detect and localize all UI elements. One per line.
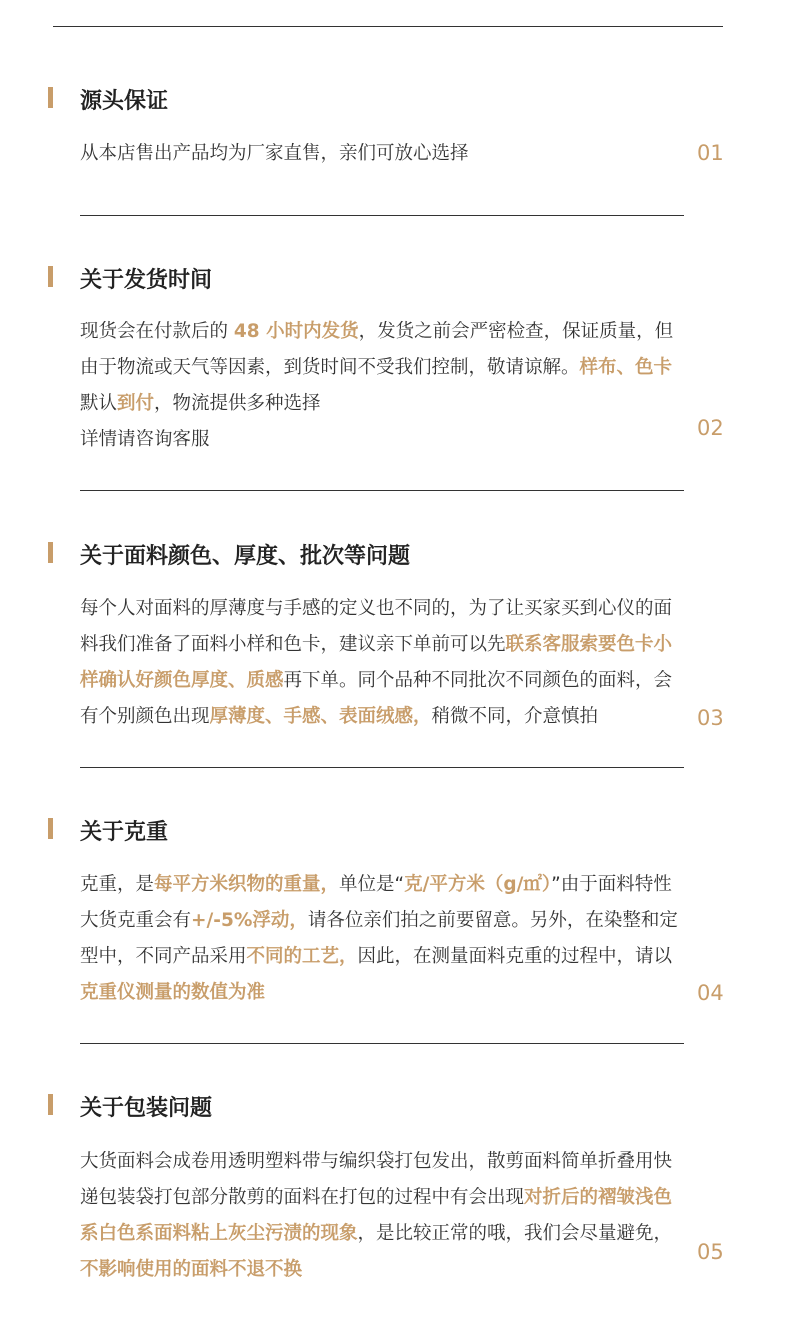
highlight-text: 不影响使用的面料不退不换 [80, 1259, 303, 1280]
paragraph [80, 591, 690, 735]
section-marker-bar [48, 1094, 53, 1115]
section-divider [80, 490, 684, 491]
paragraph [80, 1144, 690, 1288]
section-body [80, 136, 690, 172]
paragraph [80, 136, 690, 172]
section-marker-bar [48, 818, 53, 839]
body-text: 再下单。同个品种不同批次不同颜色的面料，会有个别颜色出现 [80, 670, 673, 727]
section-body [80, 591, 690, 735]
highlight-text: 48 小时内发货 [233, 321, 359, 342]
section-marker-bar [48, 87, 53, 108]
body-text: 每个人对面料的厚薄度与手感的定义也不同的，为了让买家买到心仪的面料我们准备了面料小样和色卡，建议亲下单前可以先 [80, 598, 673, 655]
body-text: 请各位亲们拍之前要留意。另外，在染整和定型中，不同产品采用 [80, 910, 678, 967]
section-divider [80, 1043, 684, 1044]
section-number: 05 [697, 1240, 724, 1264]
section-divider [80, 215, 684, 216]
paragraph [80, 867, 690, 1011]
section-body [80, 1144, 690, 1288]
highlight-text: 联系客服索要色卡小样确认好颜色厚度、质感 [80, 634, 673, 691]
highlight-text: 厚薄度、手感、表面绒感， [209, 706, 432, 727]
highlight-text: 不同的工艺， [246, 946, 358, 967]
section-number: 02 [697, 416, 724, 440]
section-title: 关于面料颜色、厚度、批次等问题 [80, 544, 411, 569]
section-title: 关于发货时间 [80, 268, 213, 293]
section-marker-bar [48, 266, 53, 287]
highlight-text: 每平方米织物的重量， [154, 874, 340, 895]
section-number: 04 [697, 981, 724, 1005]
section-marker-bar [48, 542, 53, 563]
body-text: 稍微不同，介意慎拍 [431, 706, 599, 727]
section-title: 关于包装问题 [80, 1096, 213, 1121]
body-text: 克重，是 [80, 874, 155, 895]
body-text: 现货会在付款后的 [80, 321, 234, 342]
paragraph [80, 422, 690, 458]
body-text: 单位是“ [339, 874, 405, 895]
highlight-text: 到付 [117, 393, 155, 414]
section-number: 01 [697, 141, 724, 165]
body-text: 详情请咨询客服 [80, 429, 210, 450]
highlight-text: 克重仪测量的数值为准 [80, 982, 266, 1003]
top-divider [53, 26, 723, 27]
highlight-text: 样布、色卡 [579, 357, 673, 378]
section-body [80, 314, 690, 458]
highlight-text: 克/平方米（g/㎡） [404, 874, 552, 895]
paragraph [80, 314, 690, 422]
section-divider [80, 767, 684, 768]
section-title: 源头保证 [80, 89, 169, 114]
body-text: 大货面料会成卷用透明塑料带与编织袋打包发出，散剪面料简单折叠用快递包装袋打包部分散剪的面料在打包的过程中有会出现 [80, 1151, 673, 1208]
highlight-text: 对折后的褶皱浅色系白色系面料粘上灰尘污渍的现象 [80, 1187, 673, 1244]
body-text: ，物流提供多种选择 [154, 393, 321, 414]
body-text: 因此，在测量面料克重的过程中，请以 [357, 946, 673, 967]
section-title: 关于克重 [80, 820, 169, 845]
section-number: 03 [697, 706, 724, 730]
section-body [80, 867, 690, 1011]
body-text: ”由于面料特性大货克重会有 [80, 874, 672, 931]
highlight-text: +/-5%浮动， [191, 910, 308, 931]
body-text: ，是比较正常的哦，我们会尽量避免， [357, 1223, 673, 1244]
body-text: 默认 [80, 393, 118, 414]
body-text: ，发货之前会严密检查，保证质量，但由于物流或天气等因素，到货时间不受我们控制，敬请谅解。 [80, 321, 674, 378]
body-text: 从本店售出产品均为厂家直售，亲们可放心选择 [80, 143, 469, 164]
